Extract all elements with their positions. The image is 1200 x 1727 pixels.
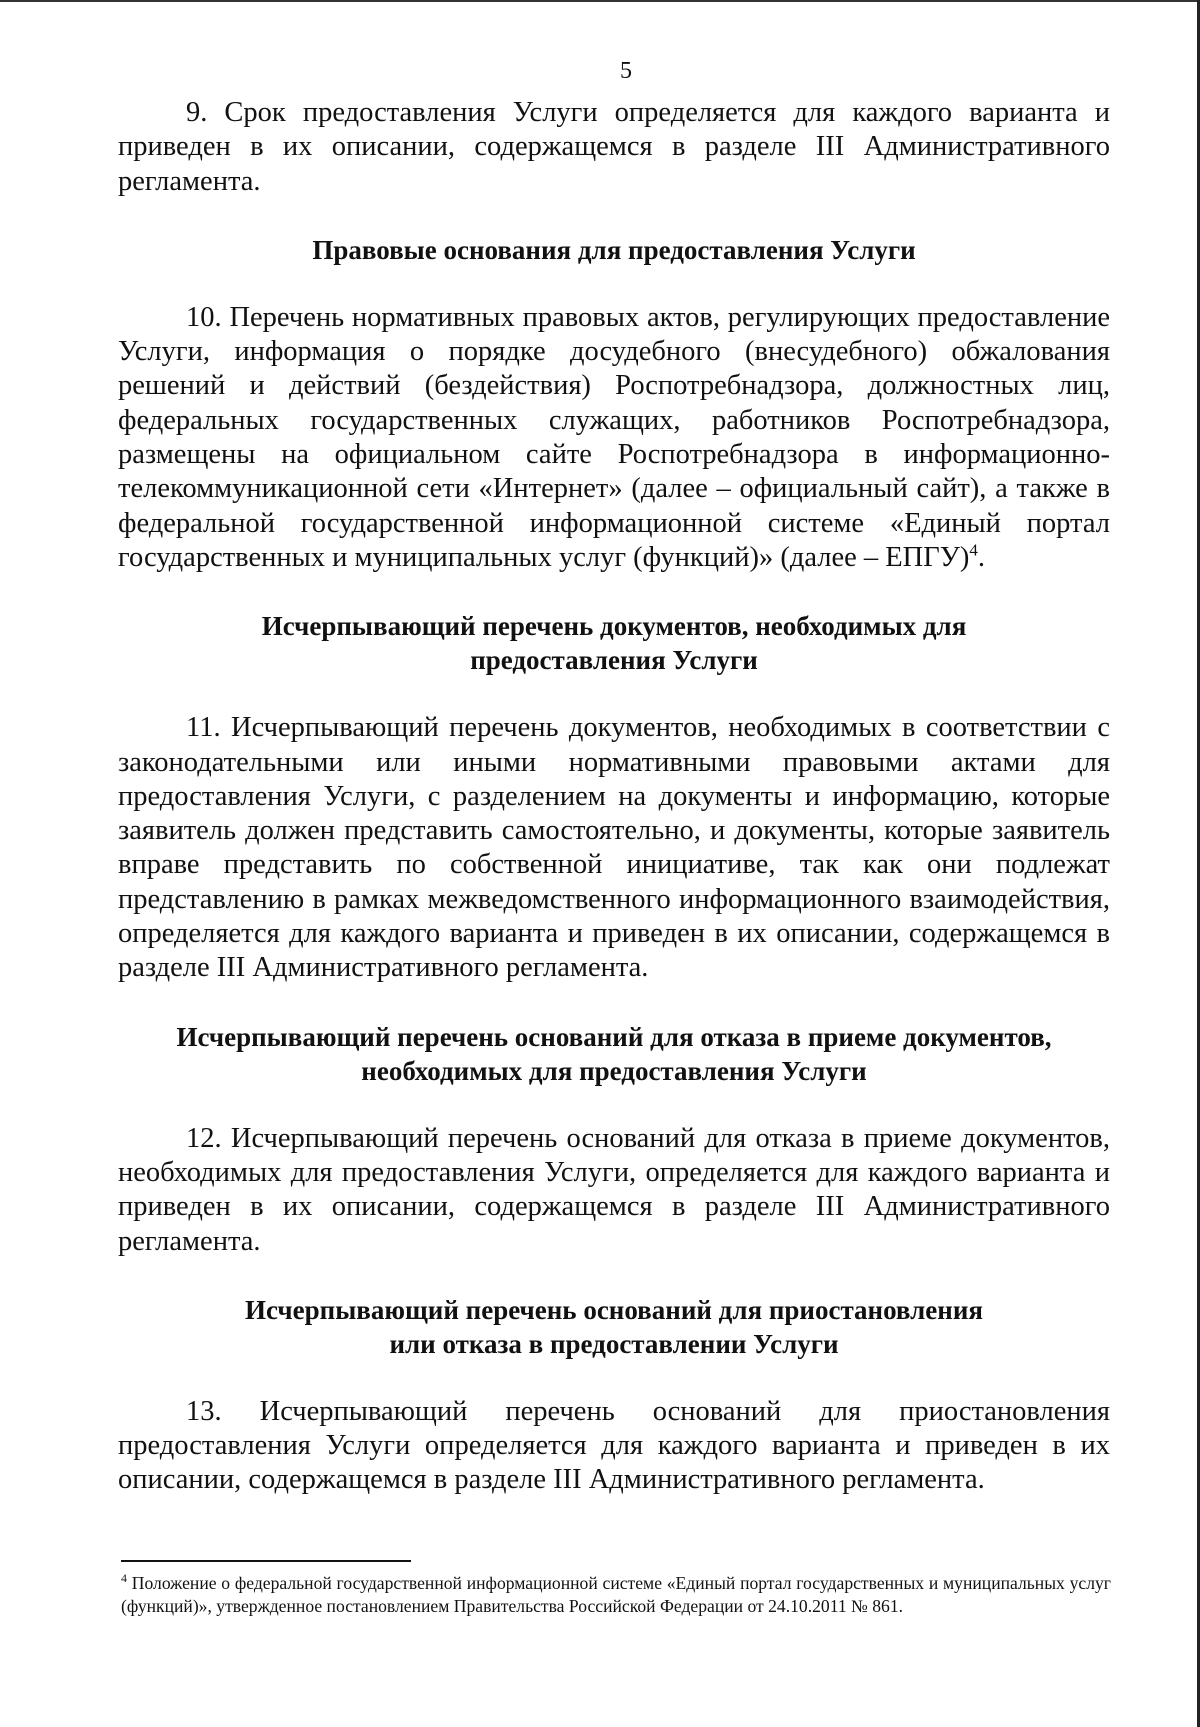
scan-edge-top — [0, 0, 1200, 2]
paragraph-10-end: . — [977, 541, 986, 573]
spacer — [118, 1259, 1110, 1293]
heading-suspension-line-2: или отказа в предоставлении Услуги — [389, 1328, 839, 1359]
paragraph-12: 12. Исчерпывающий перечень оснований для отказа в приеме документов, необходимых для предоставления Услуги, определяется для каждого варианта и приведен в их описании, содержащемся в разделе III Административного регламента. — [118, 1122, 1110, 1257]
heading-documents — [118, 609, 1110, 677]
heading-refusal-documents — [118, 1020, 1110, 1088]
spacer — [118, 986, 1110, 1020]
spacer — [118, 199, 1110, 233]
spacer — [118, 575, 1110, 609]
footnote-divider — [121, 1560, 411, 1562]
heading-suspension — [118, 1293, 1110, 1361]
footnote-ref[interactable]: 4 — [969, 540, 978, 560]
paragraph-9: 9. Срок предоставления Услуги определяется для каждого варианта и приведен в их описании, содержащемся в разделе III Административного регламента. — [118, 97, 1110, 197]
heading-refusal-documents-line-1: Исчерпывающий перечень оснований для отказа в приеме документов, — [176, 1021, 1052, 1052]
footnote-text: Положение о федеральной государственной информационной системе «Единый портал государственных и муниципальных услуг (функций)», утвержденное постановлением Правительства Российской Федерации от 24.10.2011 № 861. — [121, 1573, 1111, 1616]
page-body — [118, 54, 1110, 1498]
page-number: 5 — [620, 58, 632, 84]
footnote-number: 4 — [121, 1571, 127, 1586]
spacer — [118, 1088, 1110, 1122]
heading-legal-basis — [118, 233, 1110, 267]
heading-legal-basis-text: Правовые основания для предоставления Услуги — [312, 234, 916, 265]
heading-refusal-documents-line-2: необходимых для предоставления Услуги — [361, 1055, 867, 1086]
heading-documents-line-2: предоставления Услуги — [470, 645, 758, 676]
heading-suspension-line-1: Исчерпывающий перечень оснований для приостановления — [244, 1294, 984, 1325]
heading-documents-line-1: Исчерпывающий перечень документов, необходимых для — [261, 611, 967, 642]
paragraph-11: 11. Исчерпывающий перечень документов, необходимых в соответствии с законодательными или иными нормативными правовыми актами для предоставления Услуги, с разделением на документы и информацию, которые заявитель должен представить самостоятельно, и документы, которые заявитель вправе представить по собственной инициативе, так как они подлежат представлению в рамках межведомственного информационного взаимодействия, определяется для каждого варианта и приведен в их описании, содержащемся в разделе III Административного регламента. — [118, 712, 1110, 984]
paragraph-13: 13. Исчерпывающий перечень оснований для приостановления предоставления Услуги определяется для каждого варианта и приведен в их описании, содержащемся в разделе III Административного регламента. — [118, 1395, 1110, 1496]
spacer — [118, 1361, 1110, 1395]
paragraph-10-text: 10. Перечень нормативных правовых актов, регулирующих предоставление Услуги, информация о порядке досудебного (внесудебного) обжалования решений и действий (бездействия) Роспотребнадзора, должностных лиц, федеральных государственных служащих, работников Роспотребнадзора, размещены на официальном сайте Роспотребнадзора в информационно-телекоммуникационной сети «Интернет» (далее – официальный сайт), а также в федеральной государственной информационной системе «Единый портал государственных и муниципальных услуг (функций)» (далее – ЕПГУ) — [118, 301, 1110, 573]
spacer — [118, 677, 1110, 711]
spacer — [118, 267, 1110, 301]
paragraph-10 — [118, 301, 1110, 575]
footnote — [121, 1572, 1111, 1618]
